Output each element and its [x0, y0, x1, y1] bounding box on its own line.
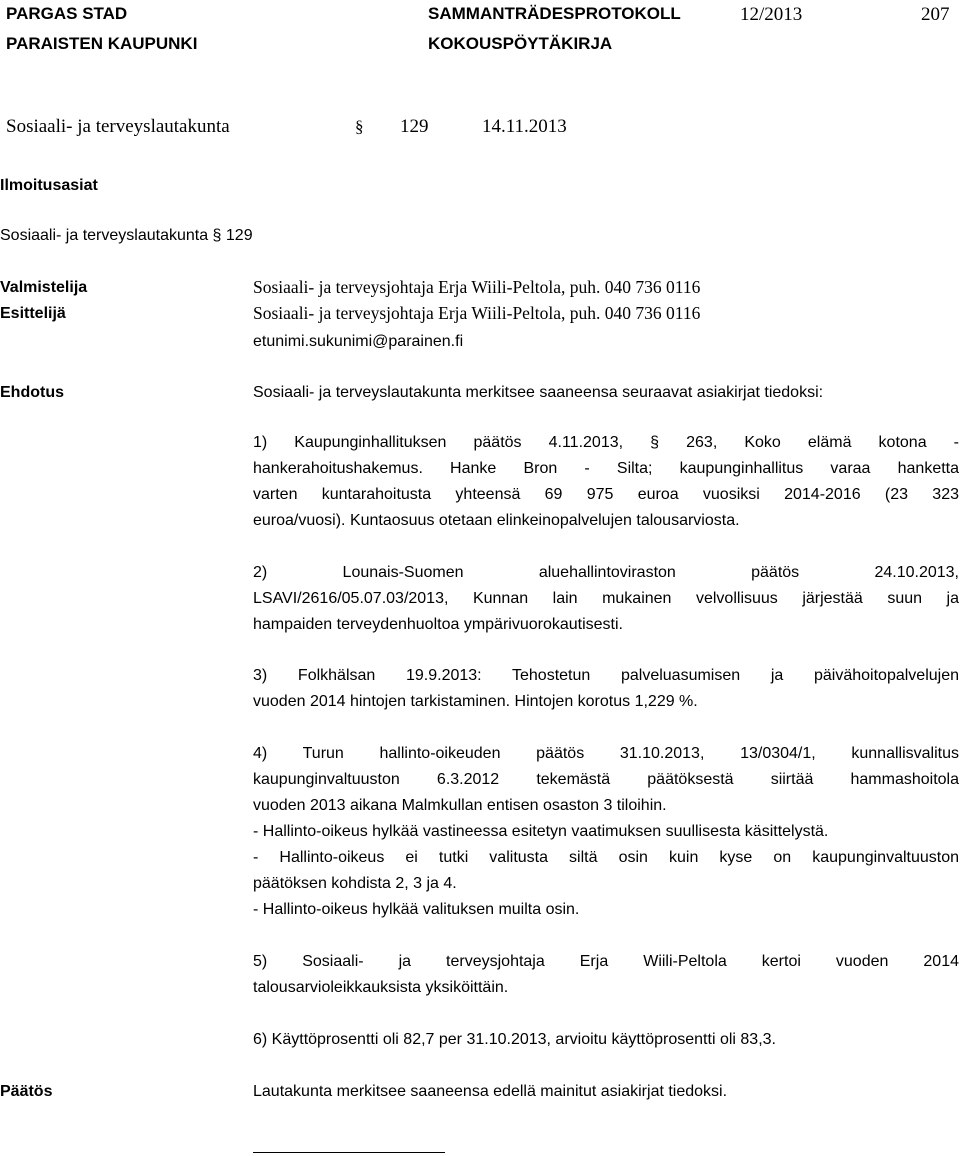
- protocol-number: 12/2013: [740, 4, 803, 25]
- presenter-value: Sosiaali- ja terveysjohtaja Erja Wiili-Peltola, puh. 040 736 0116: [253, 303, 701, 323]
- committee-name: Sosiaali- ja terveyslautakunta: [6, 116, 230, 137]
- notice-line: talousarvioleikkauksista yksiköittäin.: [253, 979, 509, 996]
- item-reference: Sosiaali- ja terveyslautakunta § 129: [0, 227, 253, 244]
- notice-item-2: [253, 560, 959, 638]
- page-number: 207: [921, 4, 950, 25]
- preparer-value: Sosiaali- ja terveysjohtaja Erja Wiili-Peltola, puh. 040 736 0116: [253, 277, 701, 297]
- decision-label: Päätös: [0, 1083, 53, 1100]
- proposal-label: Ehdotus: [0, 384, 64, 401]
- notice-item-5: [253, 949, 959, 1001]
- notice-line: varten kuntarahoitusta yhteensä 69 975 euroa vuosiksi 2014-2016 (23 323: [253, 486, 959, 503]
- notice-line: 5) Sosiaali- ja terveysjohtaja Erja Wiili-Peltola kertoi vuoden 2014: [253, 953, 959, 970]
- doc-type-sv: SAMMANTRÄDESPROTOKOLL: [428, 4, 681, 23]
- notice-line: 2) Lounais-Suomen aluehallintoviraston päätös 24.10.2013,: [253, 564, 959, 581]
- contact-email: etunimi.sukunimi@parainen.fi: [253, 333, 464, 350]
- proposal-intro: Sosiaali- ja terveyslautakunta merkitsee saaneensa seuraavat asiakirjat tiedoksi:: [253, 384, 824, 401]
- signature-line: [253, 1152, 445, 1153]
- notice-item-4: [253, 741, 959, 923]
- notice-line: 4) Turun hallinto-oikeuden päätös 31.10.2013, 13/0304/1, kunnallisvalitus: [253, 745, 959, 762]
- notice-item-3: [253, 663, 959, 715]
- notice-line: hankerahoitushakemus. Hanke Bron - Silta; kaupunginhallitus varaa hanketta: [253, 460, 959, 477]
- notice-line: - Hallinto-oikeus hylkää vastineessa esitetyn vaatimuksen suullisesta käsittelystä.: [253, 823, 829, 840]
- notice-line: kaupunginvaltuuston 6.3.2012 tekemästä päätöksestä siirtää hammashoitola: [253, 771, 959, 788]
- presenter-label: Esittelijä: [0, 305, 66, 322]
- notice-line: 1) Kaupunginhallituksen päätös 4.11.2013, § 263, Koko elämä kotona -: [253, 434, 959, 451]
- meeting-date: 14.11.2013: [482, 116, 567, 137]
- notice-line: - Hallinto-oikeus hylkää valituksen muilta osin.: [253, 901, 580, 918]
- notice-item-6: [253, 1027, 959, 1053]
- notice-line: 3) Folkhälsan 19.9.2013: Tehostetun palveluasumisen ja päivähoitopalvelujen: [253, 667, 959, 684]
- org-name-fi: PARAISTEN KAUPUNKI: [6, 34, 198, 53]
- notice-line: LSAVI/2616/05.07.03/2013, Kunnan lain mukainen velvollisuus järjestää suun ja: [253, 590, 959, 607]
- doc-type-fi: KOKOUSPÖYTÄKIRJA: [428, 34, 613, 53]
- notice-line: - Hallinto-oikeus ei tutki valitusta siltä osin kuin kyse on kaupunginvaltuuston: [253, 849, 959, 866]
- notice-line: päätöksen kohdista 2, 3 ja 4.: [253, 875, 457, 892]
- notice-line: euroa/vuosi). Kuntaosuus otetaan elinkeinopalvelujen talousarviosta.: [253, 512, 740, 529]
- section-number: 129: [400, 116, 429, 137]
- section-symbol: §: [355, 117, 364, 136]
- org-name-sv: PARGAS STAD: [6, 4, 128, 23]
- notice-line: 6) Käyttöprosentti oli 82,7 per 31.10.2013, arvioitu käyttöprosentti oli 83,3.: [253, 1031, 776, 1048]
- notice-line: hampaiden terveydenhuoltoa ympärivuorokautisesti.: [253, 616, 623, 633]
- decision-text: Lautakunta merkitsee saaneensa edellä mainitut asiakirjat tiedoksi.: [253, 1083, 728, 1100]
- notice-line: vuoden 2014 hintojen tarkistaminen. Hintojen korotus 1,229 %.: [253, 693, 698, 710]
- preparer-label: Valmistelija: [0, 279, 88, 296]
- notice-line: vuoden 2013 aikana Malmkullan entisen osaston 3 tiloihin.: [253, 797, 667, 814]
- item-title: Ilmoitusasiat: [0, 177, 98, 194]
- notice-item-1: [253, 430, 959, 534]
